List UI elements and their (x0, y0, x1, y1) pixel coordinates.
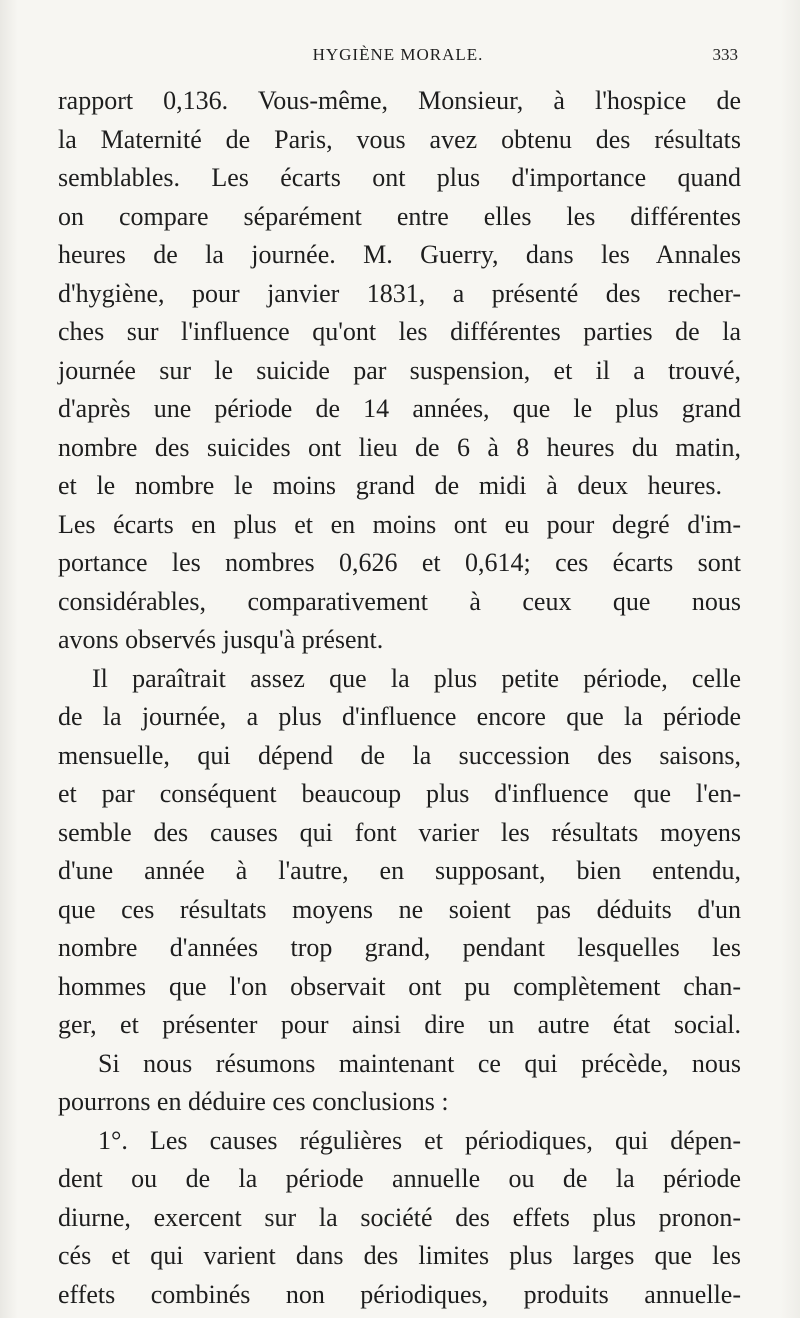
text-line: la Maternité de Paris, vous avez obtenu des résultats (58, 124, 741, 154)
text-line: dent ou de la période annuelle ou de la période (58, 1164, 741, 1193)
text-line: diurne, exercent sur la société des effets plus pronon- (58, 1202, 741, 1232)
text-line: d'après une période de 14 années, que le plus grand (58, 394, 741, 423)
page-number: 333 (712, 45, 738, 64)
text-line: et par conséquent beaucoup plus d'influence que l'en- (58, 779, 741, 808)
text-line: cés et qui varient dans des limites plus larges que les (58, 1241, 741, 1270)
text-line: semble des causes qui font varier les résultats moyens (58, 817, 741, 847)
text-line: Si nous résumons maintenant ce qui précède, nous (98, 1048, 741, 1078)
text-line: effets combinés non périodiques, produits annuelle- (58, 1279, 741, 1309)
text-line: ger, et présenter pour ainsi dire un autre état social. (58, 1010, 741, 1039)
text-line: nombre des suicides ont lieu de 6 à 8 heures du matin, (58, 432, 741, 462)
text-line: avons observés jusqu'à présent. (58, 625, 384, 654)
text-line: ches sur l'influence qu'ont les différentes parties de la (58, 317, 741, 346)
text-line: journée sur le suicide par suspension, et il a trouvé, (58, 355, 741, 385)
text-line: que ces résultats moyens ne soient pas déduits d'un (58, 894, 741, 924)
text-line: hommes que l'on observait ont pu complètement chan- (58, 971, 741, 1001)
text-line: et le nombre le moins grand de midi à deux heures. (58, 471, 722, 500)
text-line: nombre d'années trop grand, pendant lesquelles les (58, 933, 741, 962)
text-line: heures de la journée. M. Guerry, dans les Annales (58, 240, 741, 269)
text-line: Les écarts en plus et en moins ont eu pour degré d'im- (58, 509, 741, 539)
text-line: d'une année à l'autre, en supposant, bien entendu, (58, 856, 741, 885)
running-head (58, 45, 738, 71)
text-line: considérables, comparativement à ceux que nous (58, 586, 741, 616)
text-line: mensuelle, qui dépend de la succession des saisons, (58, 740, 741, 770)
running-title: HYGIÈNE MORALE. (312, 45, 484, 64)
text-line: portance les nombres 0,626 et 0,614; ces écarts sont (58, 548, 741, 577)
text-line: d'hygiène, pour janvier 1831, a présenté des recher- (58, 278, 741, 308)
text-line: pourrons en déduire ces conclusions : (58, 1087, 449, 1116)
text-line: semblables. Les écarts ont plus d'importance quand (58, 163, 741, 192)
text-line: de la journée, a plus d'influence encore que la période (58, 702, 741, 731)
text-line: 1°. Les causes régulières et périodiques, qui dépen- (98, 1125, 741, 1155)
text-line: rapport 0,136. Vous-même, Monsieur, à l'hospice de (58, 86, 741, 115)
body-text (58, 82, 741, 1314)
text-line: on compare séparément entre elles les différentes (58, 201, 741, 231)
text-line: Il paraîtrait assez que la plus petite période, celle (92, 663, 741, 693)
